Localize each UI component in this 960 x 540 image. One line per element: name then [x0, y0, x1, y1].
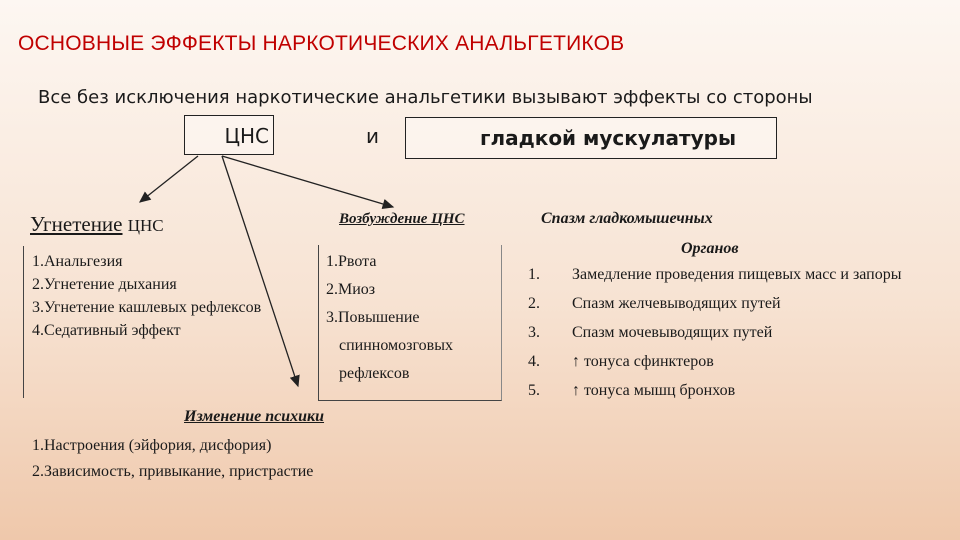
list-item-continuation: спинномозговых — [339, 337, 453, 354]
intro-text: Все без исключения наркотические анальгетики вызывают эффекты со стороны — [38, 87, 813, 108]
list-item: 4. ↑ тонуса сфинктеров — [528, 353, 714, 370]
list-item: 1.Настроения (эйфория, дисфория) — [32, 437, 272, 454]
cns-box: ЦНС — [184, 115, 274, 155]
list-item: 4.Седативный эффект — [32, 322, 181, 339]
list-item: 2.Зависимость, привыкание, пристрастие — [32, 463, 314, 480]
list-item: 1. Замедление проведения пищевых масс и запоры — [528, 266, 902, 283]
psyche-list — [32, 433, 313, 485]
list-item: 3. Спазм мочевыводящих путей — [528, 324, 773, 341]
spasm-list — [528, 264, 912, 409]
list-item: 3.Угнетение кашлевых рефлексов — [32, 299, 262, 316]
depression-divider — [23, 246, 24, 398]
spasm-heading-line2: Органов — [681, 240, 739, 257]
list-item: 3.Повышение — [326, 309, 420, 326]
list-item: 2. Спазм желчевыводящих путей — [528, 295, 781, 312]
psyche-heading: Изменение психики — [184, 408, 325, 425]
smooth-muscle-box: гладкой мускулатуры — [405, 117, 777, 159]
list-item: 2.Миоз — [326, 281, 376, 298]
list-item: 1.Рвота — [326, 253, 377, 270]
depression-heading: Угнетение ЦНС — [30, 212, 164, 236]
and-connector: и — [366, 124, 379, 148]
excitation-list — [318, 245, 502, 401]
spasm-heading: Спазм гладкомышечных — [541, 210, 713, 227]
excitation-heading: Возбуждение ЦНС — [339, 211, 465, 227]
depression-list — [32, 252, 262, 344]
arrow-to-excitation — [222, 156, 393, 207]
list-item-continuation: рефлексов — [339, 365, 410, 382]
arrow-to-depression — [140, 156, 198, 202]
list-item: 2.Угнетение дыхания — [32, 276, 177, 293]
list-item: 5. ↑ тонуса мышц бронхов — [528, 382, 736, 399]
list-item: 1.Анальгезия — [32, 253, 123, 270]
slide-title: ОСНОВНЫЕ ЭФФЕКТЫ НАРКОТИЧЕСКИХ АНАЛЬГЕТИКОВ — [18, 32, 625, 55]
